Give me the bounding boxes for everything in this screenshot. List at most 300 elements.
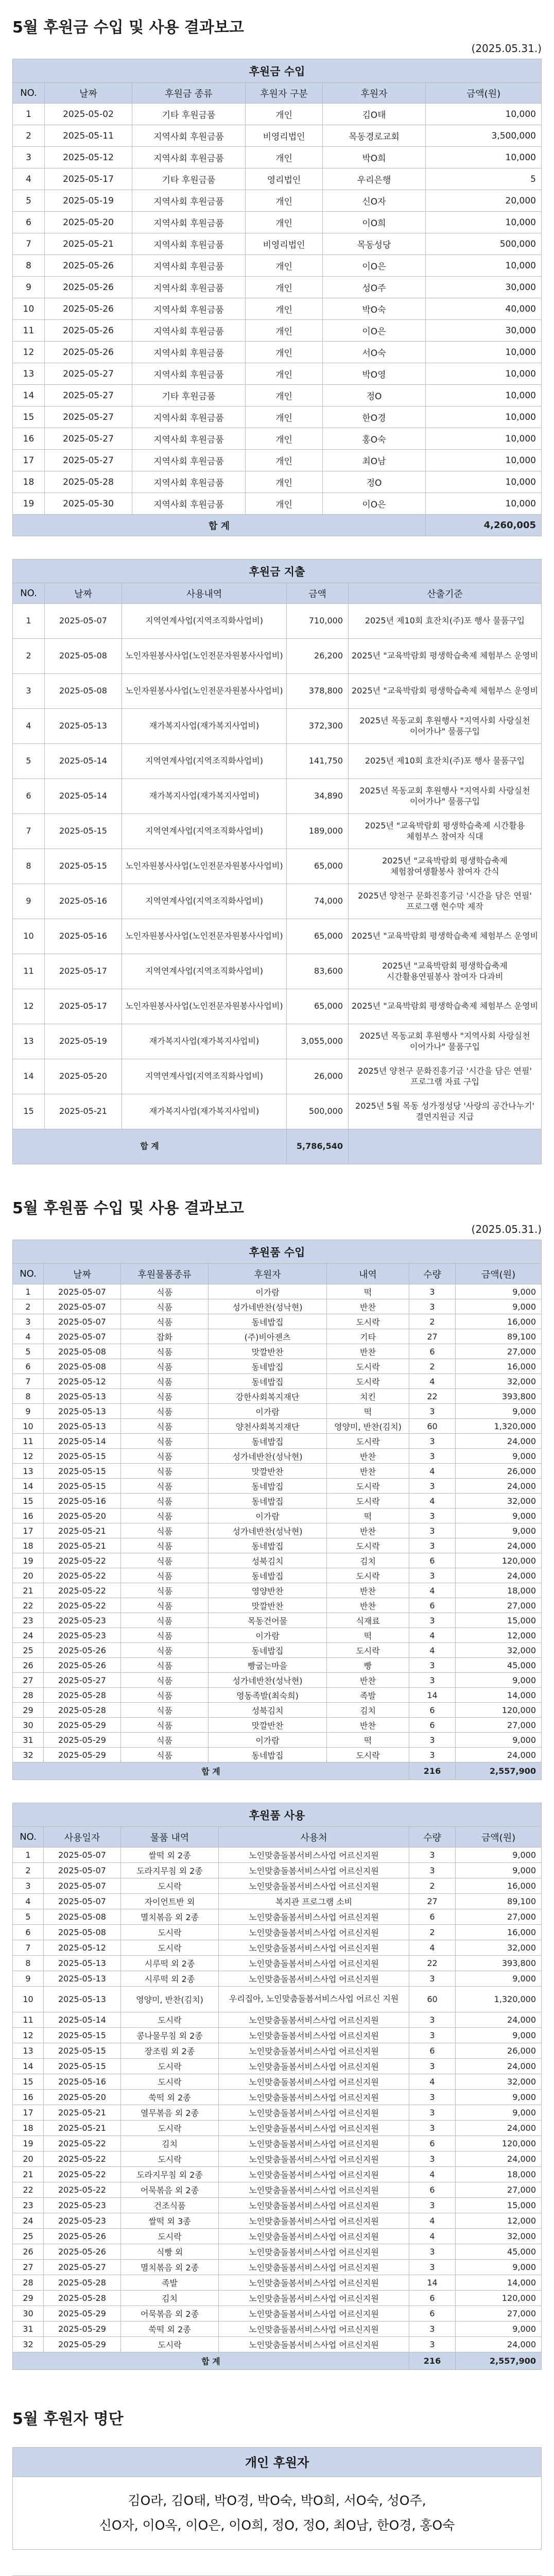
table-cell: 3: [409, 1509, 456, 1523]
table-row: [13, 1748, 542, 1762]
table-cell: 도시락: [121, 2074, 219, 2090]
table-cell: 노인맞춤돌봄서비스사업 어르신지원: [219, 1940, 409, 1956]
table-cell: 24,000: [456, 2151, 542, 2167]
table-cell: 16: [13, 1509, 44, 1523]
table-cell: 7: [13, 814, 45, 849]
table-cell: 개인: [246, 493, 323, 515]
table-cell: 10: [13, 919, 45, 954]
table-cell: 9: [13, 1404, 44, 1419]
table-row: [13, 2090, 542, 2105]
table-cell: 도시락: [327, 1494, 409, 1509]
table-cell: 2025-05-16: [44, 2074, 121, 2090]
table-cell: 1,320,000: [456, 1419, 542, 1434]
table-cell: 노인맞춤돌봄서비스사업 어르신지원: [219, 2028, 409, 2043]
table-cell: 떡: [327, 1733, 409, 1748]
table-cell: 반찬: [327, 1344, 409, 1359]
table-cell: 120,000: [456, 2291, 542, 2306]
table-cell: 2025-05-22: [44, 2151, 121, 2167]
table-cell: 120,000: [456, 2136, 542, 2151]
table-cell: 4: [409, 1628, 456, 1643]
table-cell: 6: [409, 2043, 456, 2059]
table-cell: 2025-05-26: [44, 2244, 121, 2260]
table-cell: 개인: [246, 406, 323, 428]
table-cell: 도시락: [327, 1568, 409, 1583]
table-cell: 2025-05-26: [45, 277, 132, 298]
table-cell: 89,100: [456, 1894, 542, 1909]
table-cell: 도시락: [121, 1878, 219, 1894]
table-row: [13, 1479, 542, 1494]
table-cell: 노인자원봉사사업(노인전문자원봉사사업비): [122, 849, 287, 884]
table-cell: 2025년 "교육박람회 평생학습축제 체험부스 운영비: [349, 639, 542, 674]
table-cell: 6: [409, 2291, 456, 2306]
table-row: [13, 1863, 542, 1878]
table-cell: 2025-05-11: [45, 125, 132, 147]
table-cell: 반찬: [327, 1598, 409, 1613]
table-cell: 3: [409, 1733, 456, 1748]
table-cell: 노인맞춤돌봄서비스사업 어르신지원: [219, 2043, 409, 2059]
table-cell: 식품: [121, 1673, 209, 1688]
table-cell: 9,000: [456, 1299, 542, 1314]
table-cell: 2025년 "교육박람회 평생학습축제 시간활용 체험부스 참여자 식대: [349, 814, 542, 849]
table-cell: 1: [13, 1848, 44, 1863]
table-cell: 2025-05-19: [45, 1024, 122, 1059]
table-cell: 17: [13, 2105, 44, 2121]
table-cell: 치킨: [327, 1389, 409, 1404]
table-row: [13, 255, 542, 277]
table-cell: 15: [13, 1094, 45, 1129]
table-cell: 2: [13, 1299, 44, 1314]
column-header: 후원자 구분: [246, 83, 323, 104]
table-cell: 개인: [246, 342, 323, 363]
table-cell: 식품: [121, 1688, 209, 1703]
table-cell: 120,000: [456, 1703, 542, 1718]
table-cell: 맛깔반찬: [209, 1344, 327, 1359]
table-cell: 27,000: [456, 2182, 542, 2198]
table-cell: 2025-05-23: [44, 1613, 121, 1628]
table-cell: 지역연계사업(지역조직화사업비): [122, 884, 287, 919]
table-cell: 개인: [246, 298, 323, 320]
table-cell: 27,000: [456, 1344, 542, 1359]
table-cell: 3: [409, 1568, 456, 1583]
table-cell: 떡: [327, 1404, 409, 1419]
table-cell: 2: [409, 1314, 456, 1329]
table-row: [13, 1718, 542, 1733]
table-row: [13, 493, 542, 515]
table-cell: 한O경: [323, 406, 426, 428]
table-cell: 2025년 "교육박람회 평생학습축제 시간활용연필봉사 참여자 다과비: [349, 954, 542, 989]
column-header: 금액(원): [456, 1264, 542, 1284]
table-cell: 2025-05-26: [45, 255, 132, 277]
goods-use-table: [12, 1803, 542, 2370]
table-cell: 2: [13, 1863, 44, 1878]
table-cell: 6: [409, 1703, 456, 1718]
table-cell: 2025-05-28: [44, 2291, 121, 2306]
table-cell: 지역연계사업(지역조직화사업비): [122, 744, 287, 779]
table-cell: 비영리법인: [246, 125, 323, 147]
table-cell: 개인: [246, 320, 323, 342]
column-header: 후원자: [323, 83, 426, 104]
table-cell: 재가복지사업(재가복지사업비): [122, 709, 287, 744]
table-cell: 식품: [121, 1748, 209, 1762]
table-row: [13, 779, 542, 814]
table-cell: 4: [13, 709, 45, 744]
table-cell: 노인맞춤돌봄서비스사업 어르신지원: [219, 2229, 409, 2244]
table-cell: 15,000: [456, 1613, 542, 1628]
table-cell: 65,000: [287, 919, 349, 954]
table-row: [13, 2167, 542, 2182]
table-cell: 31: [13, 2321, 44, 2337]
table-row: [13, 104, 542, 125]
table-cell: 3: [409, 1299, 456, 1314]
table-cell: 쌀떡 외 3종: [121, 2213, 219, 2229]
table-cell: 24,000: [456, 2012, 542, 2028]
table-cell: 식품: [121, 1553, 209, 1568]
table-cell: 2025-05-27: [45, 406, 132, 428]
table-cell: 11: [13, 1434, 44, 1449]
table-cell: 16: [13, 2090, 44, 2105]
table-cell: 5: [13, 1344, 44, 1359]
table-row: [13, 277, 542, 298]
table-cell: 2025-05-14: [45, 779, 122, 814]
table-cell: 26,000: [456, 1464, 542, 1479]
table-cell: 식빵 외: [121, 2244, 219, 2260]
table-row: [13, 1673, 542, 1688]
table-cell: 3: [409, 1538, 456, 1553]
table-cell: 28: [13, 2275, 44, 2291]
table-cell: 4: [409, 1464, 456, 1479]
table-cell: 24: [13, 1628, 44, 1643]
table-cell: 식품: [121, 1314, 209, 1329]
table-cell: 9: [13, 884, 45, 919]
table-row: [13, 1733, 542, 1748]
goods-income-table: [12, 1240, 542, 1780]
table-cell: 김치: [327, 1553, 409, 1568]
total-label: 합 계: [13, 1762, 409, 1780]
table-cell: 9,000: [456, 1509, 542, 1523]
table-cell: 4: [409, 1494, 456, 1509]
table-cell: 맛깔반찬: [209, 1598, 327, 1613]
table-cell: 16,000: [456, 1359, 542, 1374]
table-cell: 2025-05-15: [44, 2043, 121, 2059]
table-cell: 3: [409, 2337, 456, 2352]
table-row: [13, 1464, 542, 1479]
table-cell: 3: [409, 2198, 456, 2213]
table-cell: 32,000: [456, 2229, 542, 2244]
table-cell: 지역사회 후원금품: [132, 450, 246, 471]
table-cell: 5: [13, 190, 45, 212]
table-row: [13, 1628, 542, 1643]
table-row: [13, 1658, 542, 1673]
table-cell: 372,300: [287, 709, 349, 744]
table-cell: 10,000: [426, 385, 542, 406]
table-cell: 지역사회 후원금품: [132, 233, 246, 255]
table-cell: 10,000: [426, 471, 542, 493]
table-cell: 3: [409, 1863, 456, 1878]
table-cell: 도라지무침 외 2종: [121, 1863, 219, 1878]
table-cell: 32,000: [456, 1643, 542, 1658]
table-cell: 27,000: [456, 1598, 542, 1613]
table-cell: 2025-05-27: [45, 428, 132, 450]
table-cell: 족발: [327, 1688, 409, 1703]
table-cell: 6: [409, 2136, 456, 2151]
table-cell: 1: [13, 1284, 44, 1299]
table-cell: 노인맞춤돌봄서비스사업 어르신지원: [219, 2121, 409, 2136]
table-cell: 2025-05-13: [44, 1404, 121, 1419]
table-row: [13, 1094, 542, 1129]
table-cell: 개인: [246, 255, 323, 277]
table-cell: 열무볶음 외 2종: [121, 2105, 219, 2121]
table-cell: 16: [13, 428, 45, 450]
donor-line: 김O라, 김O태, 박O경, 박O숙, 박O희, 서O숙, 성O주,: [128, 2493, 426, 2508]
table-cell: 2025-05-15: [44, 1464, 121, 1479]
table-cell: 2025-05-23: [44, 2198, 121, 2213]
table-cell: 2025-05-16: [44, 1494, 121, 1509]
table-row: [13, 2213, 542, 2229]
table-row: [13, 1538, 542, 1553]
table-row: [13, 2182, 542, 2198]
table-cell: 홍O숙: [323, 428, 426, 450]
table-cell: 2025-05-22: [44, 2182, 121, 2198]
table-cell: 1: [13, 604, 45, 639]
table-cell: 8: [13, 255, 45, 277]
table-caption: 후원금 수입: [13, 59, 542, 83]
table-cell: 18: [13, 2121, 44, 2136]
table-cell: 식품: [121, 1703, 209, 1718]
table-cell: 식품: [121, 1613, 209, 1628]
column-header: NO.: [13, 83, 45, 104]
table-cell: 17: [13, 450, 45, 471]
column-header: 물품 내역: [121, 1827, 219, 1848]
table-cell: 25: [13, 1643, 44, 1658]
total-qty: 216: [409, 2352, 456, 2370]
table-cell: 24,000: [456, 2337, 542, 2352]
table-row: [13, 1299, 542, 1314]
table-cell: 박O희: [323, 147, 426, 168]
table-cell: 노인맞춤돌봄서비스사업 어르신지원: [219, 1925, 409, 1940]
column-header: 사용일자: [44, 1827, 121, 1848]
table-cell: 2025년 제10회 효잔치(주)포 행사 물품구입: [349, 604, 542, 639]
table-cell: (주)비아젠츠: [209, 1329, 327, 1344]
table-cell: 24,000: [456, 2121, 542, 2136]
table-cell: 11: [13, 954, 45, 989]
column-header: 수량: [409, 1264, 456, 1284]
table-cell: 22: [409, 1956, 456, 1971]
table-cell: 식품: [121, 1509, 209, 1523]
table-cell: 2025-05-26: [44, 1643, 121, 1658]
table-row: [13, 125, 542, 147]
table-cell: 11: [13, 2012, 44, 2028]
table-cell: 멸치볶음 외 2종: [121, 2260, 219, 2275]
table-cell: 2025-05-22: [44, 2136, 121, 2151]
table-cell: 24,000: [456, 1479, 542, 1494]
table-row: [13, 190, 542, 212]
table-cell: 신O자: [323, 190, 426, 212]
table-cell: 19: [13, 493, 45, 515]
table-cell: 개인: [246, 428, 323, 450]
table-cell: 16,000: [456, 1878, 542, 1894]
table-cell: 2025-05-15: [45, 849, 122, 884]
table-cell: 4: [13, 1329, 44, 1344]
table-cell: 식품: [121, 1404, 209, 1419]
table-row: [13, 450, 542, 471]
table-cell: 2025-05-16: [45, 919, 122, 954]
table-cell: 13: [13, 1024, 45, 1059]
table-row: [13, 1284, 542, 1299]
table-cell: 19: [13, 1553, 44, 1568]
table-cell: 2025-05-08: [45, 674, 122, 709]
table-cell: 동네밥집: [209, 1359, 327, 1374]
table-cell: 어묵볶음 외 2종: [121, 2306, 219, 2321]
table-cell: 식품: [121, 1389, 209, 1404]
table-cell: 지역사회 후원금품: [132, 342, 246, 363]
table-cell: 2025-05-29: [44, 1718, 121, 1733]
table-cell: 2025-05-21: [44, 1523, 121, 1538]
table-cell: 식품: [121, 1718, 209, 1733]
table-cell: 이O희: [323, 212, 426, 233]
table-cell: 2025-05-26: [45, 342, 132, 363]
table-row: [13, 2028, 542, 2043]
table-row: [13, 1940, 542, 1956]
column-header: 금액(원): [426, 83, 542, 104]
table-cell: 동네밥집: [209, 1494, 327, 1509]
table-cell: 4: [409, 1374, 456, 1389]
table-cell: 개인: [246, 385, 323, 406]
table-cell: 9,000: [456, 1673, 542, 1688]
table-cell: 2025-05-15: [44, 1479, 121, 1494]
table-cell: 노인자원봉사사업(노인전문자원봉사사업비): [122, 989, 287, 1024]
table-cell: 2025-05-29: [44, 2337, 121, 2352]
table-cell: 식품: [121, 1583, 209, 1598]
table-cell: 기타 후원금품: [132, 385, 246, 406]
table-cell: 12: [13, 342, 45, 363]
table-cell: 9,000: [456, 2028, 542, 2043]
table-cell: 3: [409, 1284, 456, 1299]
table-cell: 쑥떡 외 2종: [121, 2321, 219, 2337]
table-cell: 2025년 "교육박람회 평생학습축제 체험부스 운영비: [349, 919, 542, 954]
table-cell: 9,000: [456, 1404, 542, 1419]
table-cell: 지역사회 후원금품: [132, 471, 246, 493]
section1-date: (2025.05.31.): [471, 42, 542, 55]
table-cell: 지역사회 후원금품: [132, 277, 246, 298]
table-cell: 3: [409, 2321, 456, 2337]
table-cell: 식품: [121, 1479, 209, 1494]
table-cell: 3: [409, 2151, 456, 2167]
table-cell: 목동경로교회: [323, 125, 426, 147]
table-row: [13, 674, 542, 709]
table-cell: 2025-05-27: [44, 2260, 121, 2275]
table-row: [13, 1359, 542, 1374]
table-cell: 18: [13, 471, 45, 493]
table-cell: 2025-05-22: [44, 2167, 121, 2182]
table-cell: 83,600: [287, 954, 349, 989]
column-header: NO.: [13, 583, 45, 604]
table-cell: 2025-05-16: [45, 884, 122, 919]
table-cell: 동네밥집: [209, 1479, 327, 1494]
table-cell: 17: [13, 1523, 44, 1538]
table-cell: 16,000: [456, 1314, 542, 1329]
table-cell: 도시락: [121, 1940, 219, 1956]
table-cell: 도시락: [121, 2151, 219, 2167]
table-cell: 10,000: [426, 342, 542, 363]
table-cell: 기타 후원금품: [132, 104, 246, 125]
table-cell: 개인: [246, 450, 323, 471]
table-cell: 2025-05-14: [44, 2012, 121, 2028]
table-cell: 노인맞춤돌봄서비스사업 어르신지원: [219, 1956, 409, 1971]
table-cell: 지역사회 후원금품: [132, 190, 246, 212]
table-cell: 13: [13, 2043, 44, 2059]
table-cell: 개인: [246, 104, 323, 125]
table-cell: 개인: [246, 471, 323, 493]
table-row: [13, 1688, 542, 1703]
table-cell: 반찬: [327, 1583, 409, 1598]
table-cell: 2025-05-13: [44, 1389, 121, 1404]
table-cell: 식품: [121, 1538, 209, 1553]
table-cell: 지역사회 후원금품: [132, 406, 246, 428]
table-cell: 반찬: [327, 1299, 409, 1314]
table-cell: 10,000: [426, 212, 542, 233]
table-cell: 2025년 "교육박람회 평생학습축제 체험참여생활봉사 참여자 간식: [349, 849, 542, 884]
table-cell: 2025-05-21: [45, 1094, 122, 1129]
table-cell: 기타: [327, 1329, 409, 1344]
table-cell: 27,000: [456, 1909, 542, 1925]
table-cell: 23: [13, 2198, 44, 2213]
column-header: 금액: [287, 583, 349, 604]
table-row: [13, 1956, 542, 1971]
table-cell: 2025-05-22: [44, 1568, 121, 1583]
section2-title: 5월 후원품 수입 및 사용 결과보고: [12, 1199, 244, 1217]
table-cell: 7: [13, 1940, 44, 1956]
table-cell: 12,000: [456, 1628, 542, 1643]
table-caption: 후원품 수입: [13, 1240, 542, 1264]
table-cell: 2025-05-29: [44, 2306, 121, 2321]
table-cell: 재가복지사업(재가복지사업비): [122, 1094, 287, 1129]
table-cell: 26,000: [287, 1059, 349, 1094]
table-cell: 도시락: [327, 1748, 409, 1762]
table-row: [13, 919, 542, 954]
table-cell: 도시락: [327, 1359, 409, 1374]
table-row: [13, 471, 542, 493]
table-cell: 반찬: [327, 1718, 409, 1733]
table-row: [13, 604, 542, 639]
table-cell: 4: [409, 2213, 456, 2229]
table-cell: 2025년 제10회 효잔치(주)포 행사 물품구입: [349, 744, 542, 779]
table-row: [13, 2198, 542, 2213]
table-cell: 2025-05-13: [44, 1987, 121, 2012]
table-cell: 24: [13, 2213, 44, 2229]
table-cell: 정O: [323, 385, 426, 406]
table-cell: 3: [409, 1434, 456, 1449]
table-cell: 2025-05-28: [44, 2275, 121, 2291]
table-cell: 2025-05-22: [44, 1583, 121, 1598]
individual-donors-list: [12, 2477, 542, 2550]
table-cell: 노인자원봉사사업(노인전문자원봉사사업비): [122, 639, 287, 674]
table-cell: 10,000: [426, 147, 542, 168]
table-row: [13, 1374, 542, 1389]
table-cell: 2025-05-07: [44, 1878, 121, 1894]
column-header: 후원자: [209, 1264, 327, 1284]
table-row: [13, 147, 542, 168]
table-cell: 도시락: [121, 2059, 219, 2074]
table-cell: 9,000: [456, 1848, 542, 1863]
table-cell: 2025년 목동교회 후원행사 "지역사회 사랑실천 이어가나" 물품구입: [349, 1024, 542, 1059]
table-cell: 2025-05-22: [44, 1598, 121, 1613]
table-cell: 식품: [121, 1299, 209, 1314]
table-cell: 2025-05-07: [44, 1284, 121, 1299]
total-label: 합 계: [13, 515, 426, 536]
table-cell: 이O은: [323, 493, 426, 515]
table-row: [13, 1553, 542, 1568]
table-cell: 동네밥집: [209, 1374, 327, 1389]
